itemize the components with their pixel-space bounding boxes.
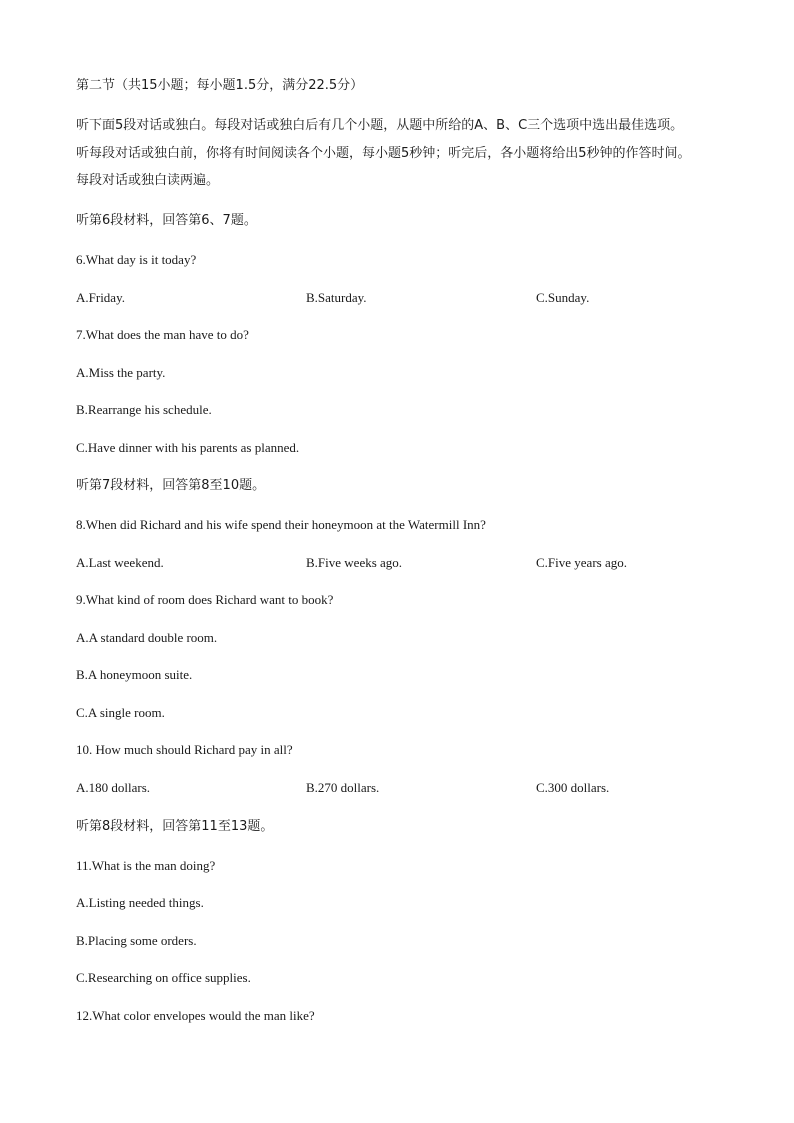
question-8-stem: 8.When did Richard and his wife spend their honeymoon at the Watermill Inn? <box>76 517 486 532</box>
question-7-option-b: B.Rearrange his schedule. <box>76 402 212 417</box>
question-11-stem: 11.What is the man doing? <box>76 858 216 873</box>
instruction-line-2: 听每段对话或独白前，你将有时间阅读各个小题，每小题5秒钟；听完后，各小题将给出5秒钟的作答时间。 <box>76 146 691 161</box>
question-11-option-a: A.Listing needed things. <box>76 895 204 910</box>
question-6-option-a: A.Friday. <box>76 290 125 305</box>
question-12-stem: 12.What color envelopes would the man like? <box>76 1008 315 1023</box>
group-heading-7: 听第7段材料，回答第8至10题。 <box>76 478 266 493</box>
question-8-option-b: B.Five weeks ago. <box>306 555 403 570</box>
question-7-option-c: C.Have dinner with his parents as planned. <box>76 440 300 455</box>
question-9-option-a: A.A standard double room. <box>76 630 218 645</box>
section-header: 第二节（共15小题；每小题1.5分，满分22.5分） <box>76 78 364 93</box>
question-10-option-b: B.270 dollars. <box>306 780 380 795</box>
question-9-option-b: B.A honeymoon suite. <box>76 667 193 682</box>
question-6-options <box>76 289 716 307</box>
group-heading-8: 听第8段材料，回答第11至13题。 <box>76 819 274 834</box>
question-7-option-a: A.Miss the party. <box>76 365 166 380</box>
question-8-options <box>76 554 716 572</box>
group-heading-6: 听第6段材料，回答第6、7题。 <box>76 213 257 228</box>
question-10-options <box>76 779 716 797</box>
question-11-option-b: B.Placing some orders. <box>76 933 197 948</box>
question-10-option-a: A.180 dollars. <box>76 780 151 795</box>
question-10-stem: 10. How much should Richard pay in all? <box>76 742 293 757</box>
question-8-option-a: A.Last weekend. <box>76 555 164 570</box>
question-6-stem: 6.What day is it today? <box>76 252 197 267</box>
instruction-line-1: 听下面5段对话或独白。每段对话或独白后有几个小题，从题中所给的A、B、C三个选项中选出最佳选项。 <box>76 118 684 133</box>
question-10-option-c: C.300 dollars. <box>536 780 610 795</box>
instruction-line-3: 每段对话或独白读两遍。 <box>76 173 220 188</box>
question-9-stem: 9.What kind of room does Richard want to book? <box>76 592 334 607</box>
question-6-option-b: B.Saturday. <box>306 290 367 305</box>
question-9-option-c: C.A single room. <box>76 705 165 720</box>
question-7-stem: 7.What does the man have to do? <box>76 327 249 342</box>
question-11-option-c: C.Researching on office supplies. <box>76 970 251 985</box>
question-6-option-c: C.Sunday. <box>536 290 590 305</box>
question-8-option-c: C.Five years ago. <box>536 555 627 570</box>
